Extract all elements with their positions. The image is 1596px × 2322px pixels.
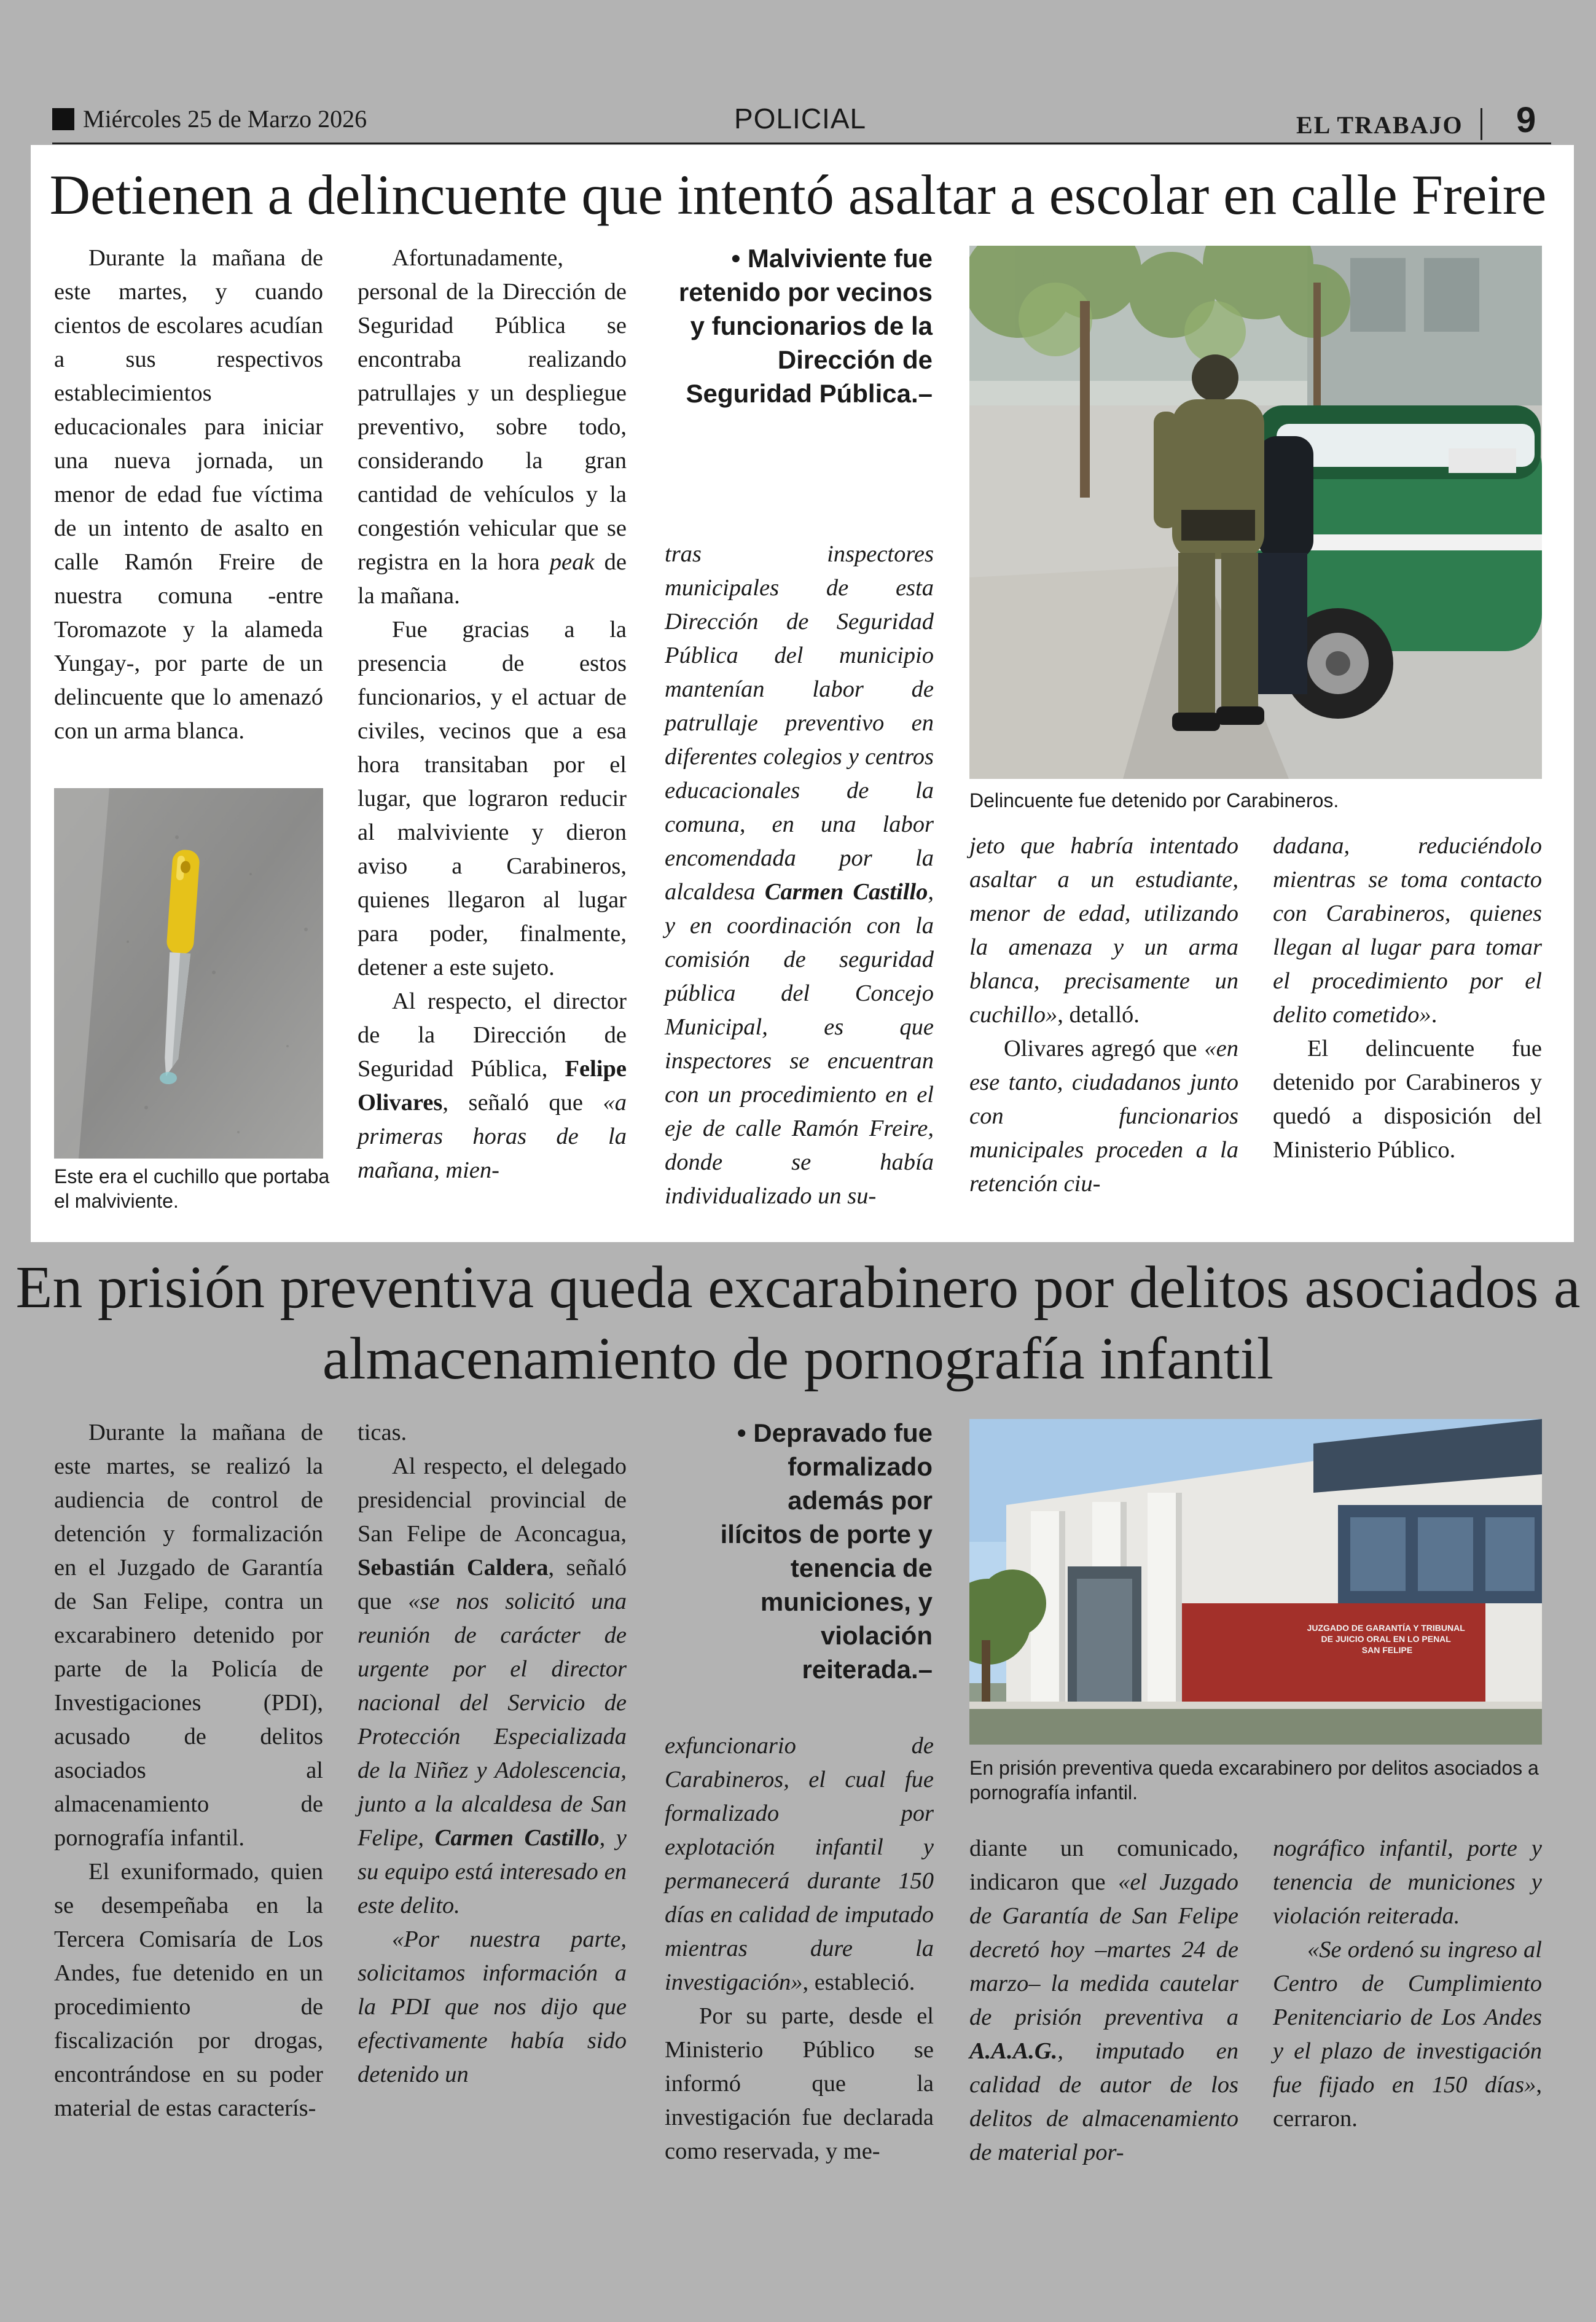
story1-column-3 bbox=[665, 538, 934, 1213]
story1-col4-p1: jeto que habría intentado asaltar a un estudiante, menor de edad, utilizando la amenaza y un arma blanca, precisamente un cuchillo», detalló. bbox=[969, 833, 1238, 1028]
story2-col5-p1: nográfico infantil, porte y tenencia de municiones y violación reiterada. bbox=[1273, 1835, 1542, 1929]
mayor-name: Carmen Castillo bbox=[764, 879, 928, 905]
story1-col2-p1: Afortunadamente, personal de la Dirección de Seguridad Pública se encontraba realizando patrullajes y un despliegue preventivo, sobre todo, considerando la gran cantidad de vehículos y la congestión vehicular que se registra en la hora peak de la mañana. bbox=[358, 245, 627, 609]
story2-col4-p1: diante un comunicado, indicaron que «el Juzgado de Garantía de San Felipe decretó hoy –martes 24 de marzo– la medida cautelar de prisión preventiva a A.A.A.G., imputado en calidad de autor de los delitos de almacenamiento de material por- bbox=[969, 1835, 1239, 2165]
story2-col1-p1: Durante la mañana de este martes, se realizó la audiencia de control de detención y formalización en el Juzgado de Garantía de San Felipe, contra un excarabinero detenido por parte de la Policía de Investigaciones (PDI), acusado de delitos asociados al almacenamiento de pornografía infantil. bbox=[54, 1420, 323, 1851]
page-number: 9 bbox=[1516, 100, 1536, 140]
header-divider bbox=[1481, 108, 1482, 140]
story2-kicker: • Depravado fue formalizado además por ilícitos de porte y tenencia de municiones, y violación reiterada.– bbox=[720, 1418, 933, 1684]
story2-col2-p3: «Por nuestra parte, solicitamos información a la PDI que nos dijo que efectivamente había sido detenido un bbox=[358, 1926, 627, 2087]
story1-column-4 bbox=[969, 829, 1238, 1201]
knife-caption: Este era el cuchillo que portaba el malviviente. bbox=[54, 1165, 330, 1212]
story2-col1-p2: El exuniformado, quien se desempeñaba en la Tercera Comisaría de Los Andes, fue detenido en un procedimiento de fiscalización por drogas, encontrándose en su poder material de estas caracterís- bbox=[54, 1859, 323, 2121]
knife-photo bbox=[54, 788, 323, 1159]
story2-col2-p2: Al respecto, el delegado presidencial provincial de San Felipe de Aconcagua, Sebastián Caldera, señaló que «se nos solicitó una reunión de carácter de urgente por el director nacional del Servicio de Protección Especializada de la Niñez y Adolescencia, junto a la alcaldesa de San Felipe, Carmen Castillo, y su equipo está interesado en este delito. bbox=[358, 1453, 627, 1918]
story1-col3-text: tras inspectores municipales de esta Dirección de Seguridad Pública del municipio mantenían labor de patrullaje preventivo en diferentes colegios y centros educacionales de la comuna, en una labor encomendada por la alcaldesa Carmen Castillo, y en coordinación con la comisión de seguridad pública del Concejo Municipal, es que inspectores se encuentran con un procedimiento en el eje de calle Ramón Freire, donde se había individualizado un su- bbox=[665, 541, 934, 1209]
courthouse-caption: En prisión preventiva queda excarabinero por delitos asociados a pornografía infantil. bbox=[969, 1757, 1539, 1804]
story1-col5-p1: dadana, reduciéndolo mientras se toma contacto con Carabineros, quienes llegan al lugar para tomar el procedimiento por el delito cometido». bbox=[1273, 833, 1542, 1028]
police-photo-caption: Delincuente fue detenido por Carabineros. bbox=[969, 789, 1339, 811]
section-name: POLICIAL bbox=[734, 103, 867, 135]
story1-col2-p3: Al respecto, el director de la Dirección de Seguridad Pública, Felipe Olivares, señaló que «a primeras horas de la mañana, mien- bbox=[358, 988, 627, 1183]
story1-column-2 bbox=[358, 241, 627, 1187]
story2-col3-p1: exfuncionario de Carabineros, el cual fue formalizado por explotación infantil y permanecerá durante 150 días en calidad de imputado mientras dure la investigación», estableció. bbox=[665, 1733, 934, 1995]
story1-col5-p2: El delincuente fue detenido por Carabineros y quedó a disposición del Ministerio Público. bbox=[1273, 1036, 1542, 1163]
issue-date bbox=[52, 104, 367, 133]
courthouse-photo bbox=[969, 1419, 1542, 1745]
header-rule bbox=[52, 143, 1551, 144]
story2-column-4 bbox=[969, 1832, 1238, 2170]
mayor-name-2: Carmen Castillo bbox=[434, 1825, 600, 1851]
story2-col5-p2: «Se ordenó su ingreso al Centro de Cumplimiento Penitenciario de Los Andes y el plazo de investigación fue fijado en 150 días», cerraron. bbox=[1273, 1937, 1542, 2132]
story1-kicker: • Malviviente fue retenido por vecinos y funcionarios de la Dirección de Seguridad Pública.– bbox=[678, 244, 933, 408]
delegate-name: Sebastián Caldera bbox=[358, 1555, 549, 1581]
story1-column-1 bbox=[54, 241, 323, 748]
story2-column-2 bbox=[358, 1416, 627, 2092]
story1-column-5 bbox=[1273, 829, 1542, 1167]
courthouse-sign: JUZGADO DE GARANTÍA Y TRIBUNAL DE JUICIO ORAL EN LO PENAL SAN FELIPE bbox=[1307, 1623, 1465, 1655]
defendant-initials: A.A.A.G. bbox=[969, 2038, 1058, 2064]
story2-headline: En prisión preventiva queda excarabinero por delitos asociados a almacenamiento de pornografía infantil bbox=[15, 1254, 1581, 1392]
story1-col4-p2: Olivares agregó que «en ese tanto, ciudadanos junto con funcionarios municipales proceden a la retención ciu- bbox=[969, 1036, 1239, 1197]
square-bullet-icon bbox=[52, 108, 74, 130]
story2-column-5 bbox=[1273, 1832, 1542, 2136]
story1-col2-p2: Fue gracias a la presencia de estos funcionarios, y el actuar de civiles, vecinos que a esa hora transitaban por el lugar, que lograron reducir al malviviente y dieron aviso a Carabineros, quienes llegaron al lugar para poder, finalmente, detener a este sujeto. bbox=[358, 617, 627, 980]
story1-col1-text: Durante la mañana de este martes, y cuando cientos de escolares acudían a sus respectivos establecimientos educacionales para iniciar una nueva jornada, un menor de edad fue víctima de un intento de asalto en calle Ramón Freire de nuestra comuna -entre Toromazote y la alameda Yungay-, por parte de un delincuente que lo amenazó con un arma blanca. bbox=[54, 245, 323, 744]
story2-col2-p1: ticas. bbox=[358, 1420, 407, 1445]
story1-headline: Detienen a delincuente que intentó asaltar a escolar en calle Freire bbox=[49, 163, 1547, 226]
person-name: Felipe Olivares bbox=[358, 1056, 627, 1116]
police-arrest-photo bbox=[969, 246, 1542, 779]
story2-col3-p2: Por su parte, desde el Ministerio Público se informó que la investigación fue declarada como reservada, y me- bbox=[665, 2003, 934, 2164]
issue-date-text: Miércoles 25 de Marzo 2026 bbox=[83, 105, 367, 133]
newspaper-name: EL TRABAJO bbox=[1296, 111, 1463, 139]
story2-column-1 bbox=[54, 1416, 323, 2125]
story2-column-3 bbox=[665, 1729, 934, 2168]
